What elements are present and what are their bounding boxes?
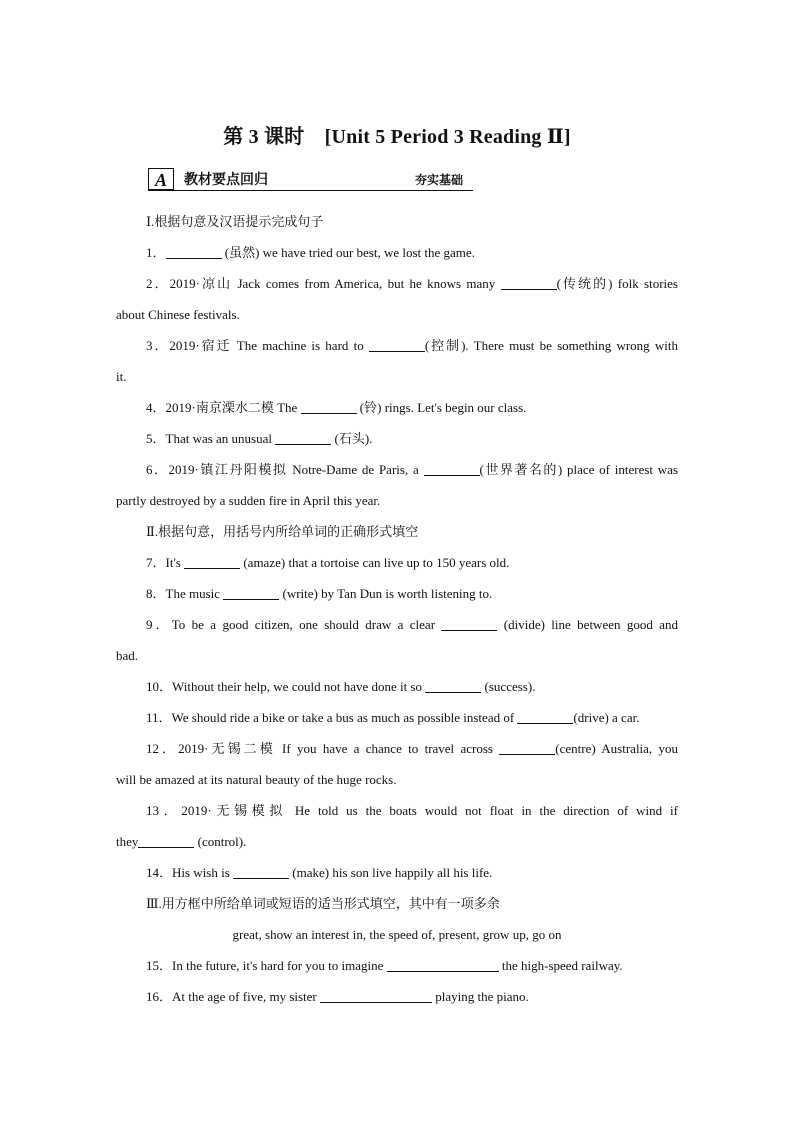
banner-right-text: 夯实基础 [415,173,464,187]
question-9: 9．To be a good citizen, one should draw a clear (divide) line between good and [146,617,678,632]
exercise-body [116,206,678,1012]
answer-blank[interactable] [369,338,425,352]
answer-blank[interactable] [166,245,222,259]
question-6-cont: partly destroyed by a sudden fire in April this year. [116,493,381,508]
answer-blank[interactable] [184,555,240,569]
question-6: 6．2019·镇江丹阳模拟 Notre-Dame de Paris, a (世界著名的) place of interest was [146,462,679,477]
question-8: 8．The music (write) by Tan Dun is worth listening to. [146,586,493,601]
question-13: 13．2019·无锡模拟 He told us the boats would not float in the direction of wind if [146,803,678,818]
question-5: 5．That was an unusual (石头). [146,431,373,446]
answer-blank[interactable] [275,431,331,445]
answer-blank[interactable] [223,586,279,600]
question-16: 16．At the age of five, my sister playing the piano. [146,989,529,1004]
banner-left-text: 教材要点回归 [184,172,268,188]
answer-blank[interactable] [320,989,432,1003]
question-7: 7．It's (amaze) that a tortoise can live up to 150 years old. [146,555,510,570]
word-box: great, show an interest in, the speed of, present, grow up, go on [232,927,562,942]
question-9-cont: bad. [116,648,139,663]
question-2: 2．2019·凉山 Jack comes from America, but he knows many (传统的) folk stories [146,276,678,291]
question-12: 12．2019·无锡二模 If you have a chance to travel across (centre) Australia, you [146,741,678,756]
section-heading-2: Ⅱ.根据句意，用括号内所给单词的正确形式填空 [146,524,419,539]
answer-blank[interactable] [425,679,481,693]
page-title: 第 3 课时 [Unit 5 Period 3 Reading Ⅱ] [223,126,571,148]
question-10: 10．Without their help, we could not have done it so (success). [146,679,536,694]
question-3: 3．2019·宿迁 The machine is hard to (控制). There must be something wrong with [146,338,678,353]
answer-blank[interactable] [424,462,480,476]
answer-blank[interactable] [441,617,497,631]
question-14: 14．His wish is (make) his son live happily all his life. [146,865,493,880]
question-11: 11．We should ride a bike or take a bus as much as possible instead of (drive) a car. [146,710,640,725]
question-3-cont: it. [116,369,127,384]
question-12-cont: will be amazed at its natural beauty of the huge rocks. [116,772,397,787]
answer-blank[interactable] [301,400,357,414]
section-heading-3: Ⅲ.用方框中所给单词或短语的适当形式填空，其中有一项多余 [146,896,500,911]
question-13-cont: they (control). [116,834,247,849]
answer-blank[interactable] [499,741,555,755]
question-15: 15．In the future, it's hard for you to imagine the high-speed railway. [146,958,623,973]
question-1: 1． (虽然) we have tried our best, we lost the game. [146,245,475,260]
answer-blank[interactable] [233,865,289,879]
section-heading-1: Ⅰ.根据句意及汉语提示完成句子 [146,214,324,229]
question-4: 4．2019·南京溧水二模 The (铃) rings. Let's begin our class. [146,400,527,415]
answer-blank[interactable] [517,710,573,724]
answer-blank[interactable] [138,834,194,848]
question-2-cont: about Chinese festivals. [116,307,240,322]
answer-blank[interactable] [501,276,557,290]
banner-underline [148,190,473,191]
section-badge: A [148,168,174,190]
answer-blank[interactable] [387,958,499,972]
section-banner [148,168,473,192]
